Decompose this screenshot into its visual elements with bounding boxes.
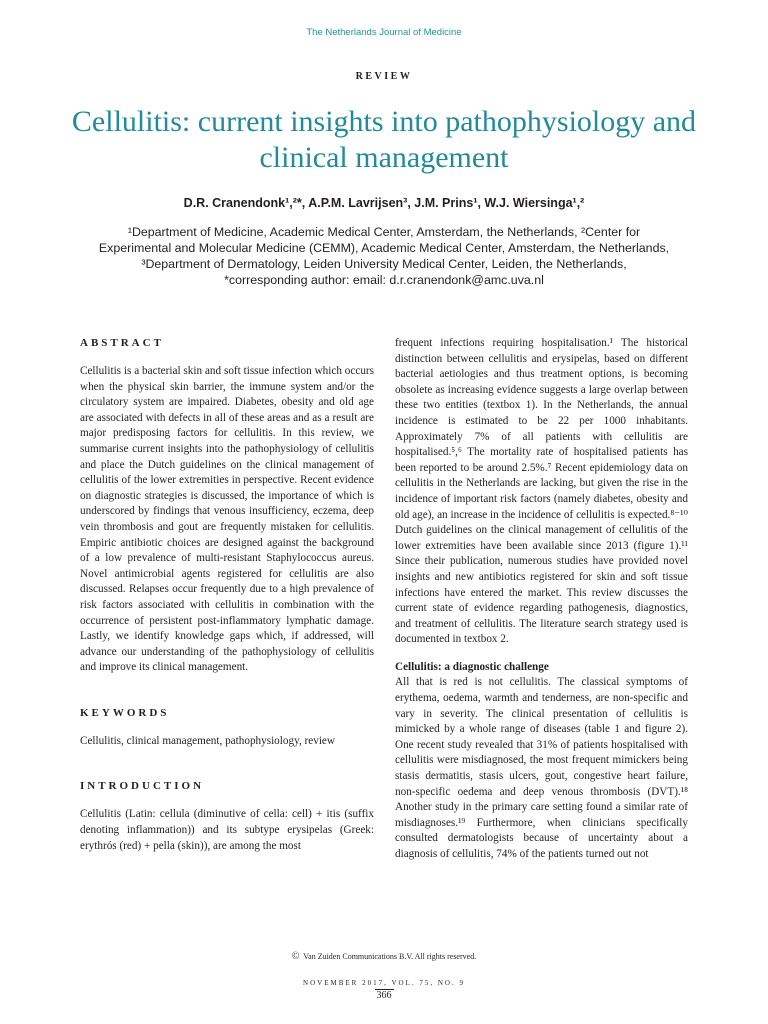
- keywords-text: Cellulitis, clinical management, pathophysiology, review: [80, 734, 335, 747]
- subheading-diagnostic-challenge: Cellulitis: a diagnostic challenge: [395, 660, 549, 673]
- right-column: [395, 336, 688, 863]
- article-title: Cellulitis: current insights into pathophysiology and clinical management: [71, 105, 697, 174]
- issue-info: NOVEMBER 2017, VOL. 75, NO. 9: [303, 979, 465, 987]
- affiliations: ¹Department of Medicine, Academic Medical Center, Amsterdam, the Netherlands, ²Center for Experimental and Molecular Medicine (CEMM), Academic Medical Center, Amsterdam, the Netherlands, ³Department of Dermatology, Leiden University Medical Center, Leiden, the Netherlands, *corresponding author: email: d.r.cranendonk@amc.uva.nl: [98, 225, 670, 287]
- section-label: REVIEW: [355, 71, 413, 82]
- keywords-heading: KEYWORDS: [80, 706, 170, 719]
- copyright-icon: ©: [291, 951, 300, 962]
- left-column: [80, 336, 374, 854]
- copyright-notice: [0, 951, 768, 962]
- introduction-text: Cellulitis (Latin: cellula (diminutive of cella: cell) + itis (suffix denoting inflammation)) and its subtype erysipelas (Greek: erythrós (red) + pella (skin)), are among the most: [80, 808, 374, 852]
- journal-header: The Netherlands Journal of Medicine: [306, 27, 462, 38]
- page-number-container: [0, 990, 768, 1001]
- abstract-text: Cellulitis is a bacterial skin and soft tissue infection which occurs when the physical skin barrier, the immune system and/or the circulatory system are impaired. Diabetes, obesity and old age are associated with defects in all of these areas and as a result are major predisposing factors for cellulitis. In this review, we summarise current insights into the pathophysiology of cellulitis and place the Dutch guidelines on the clinical management of cellulitis of the lower extremities in perspective. Recent evidence on diagnostic strategies is discussed, the importance of which is underscored by findings that venous insufficiency, eczema, deep vein thrombosis and gout are frequently mistaken for cellulitis. Empiric antibiotic choices are designed against the background of a low prevalence of multi-resistant Staphylococcus aureus. Novel antimicrobial agents registered for cellulitis are also discussed. Relapses occur frequently due to a high prevalence of risk factors associated with cellulitis in combination with the occurrence of persistent post-inflammatory lymphatic damage. Lastly, we identify knowledge gaps which, if addressed, will advance our understanding of the pathophysiology of cellulitis and improve its clinical management.: [80, 365, 374, 674]
- paragraph-incidence: frequent infections requiring hospitalisation.¹ The historical distinction between cellulitis and erysipelas, based on different bacterial aetiologies and thus treatment options, is becoming obsolete as increasing evidence suggests a large overlap between these two entities (textbox 1). In the Netherlands, the annual incidence is estimated to be 22 per 1000 inhabitants. Approximately 7% of all patients with cellulitis are hospitalised.⁵,⁶ The mortality rate of hospitalised patients has been reported to be around 2.5%.⁷ Recent epidemiology data on cellulitis in the Netherlands are lacking, but given the rise in the incidence of important risk factors (namely diabetes, obesity and old age), an increase in the incidence of cellulitis is expected.⁸⁻¹⁰ Dutch guidelines on the clinical management of cellulitis of the lower extremities have been available since 2013 (figure 1).¹¹ Since their publication, numerous studies have provided novel insights and new antibiotics registered for skin and soft tissue infections have entered the market. This review discusses the current state of evidence regarding pathogenesis, diagnostics, and treatment of cellulitis. The literature search strategy used is documented in textbox 2.: [395, 337, 688, 646]
- author-list: D.R. Cranendonk¹,²*, A.P.M. Lavrijsen³, J.M. Prins¹, W.J. Wiersinga¹,²: [183, 196, 585, 210]
- paragraph-diagnosis: All that is red is not cellulitis. The classical symptoms of erythema, oedema, warmth and tenderness, are non-specific and vary in severity. The clinical presentation of cellulitis is mimicked by a whole range of diseases (table 1 and figure 2). One recent study revealed that 31% of patients hospitalised with cellulitis were misdiagnosed, the most frequent mimickers being stasis dermatitis, stasis ulcers, gout, congestive heart failure, non-specific oedema and deep venous thrombosis (DVT).¹⁸ Another study in the primary care setting found a similar rate of misdiagnoses.¹⁹ Furthermore, when clinicians specifically consulted dermatologists because of uncertainty about a diagnosis of cellulitis, 74% of the patients turned out not: [395, 676, 688, 860]
- introduction-heading: INTRODUCTION: [80, 780, 205, 793]
- copyright-text: Van Zuiden Communications B.V. All rights reserved.: [303, 952, 477, 961]
- page-number: 366: [376, 990, 392, 1001]
- abstract-heading: ABSTRACT: [80, 337, 164, 349]
